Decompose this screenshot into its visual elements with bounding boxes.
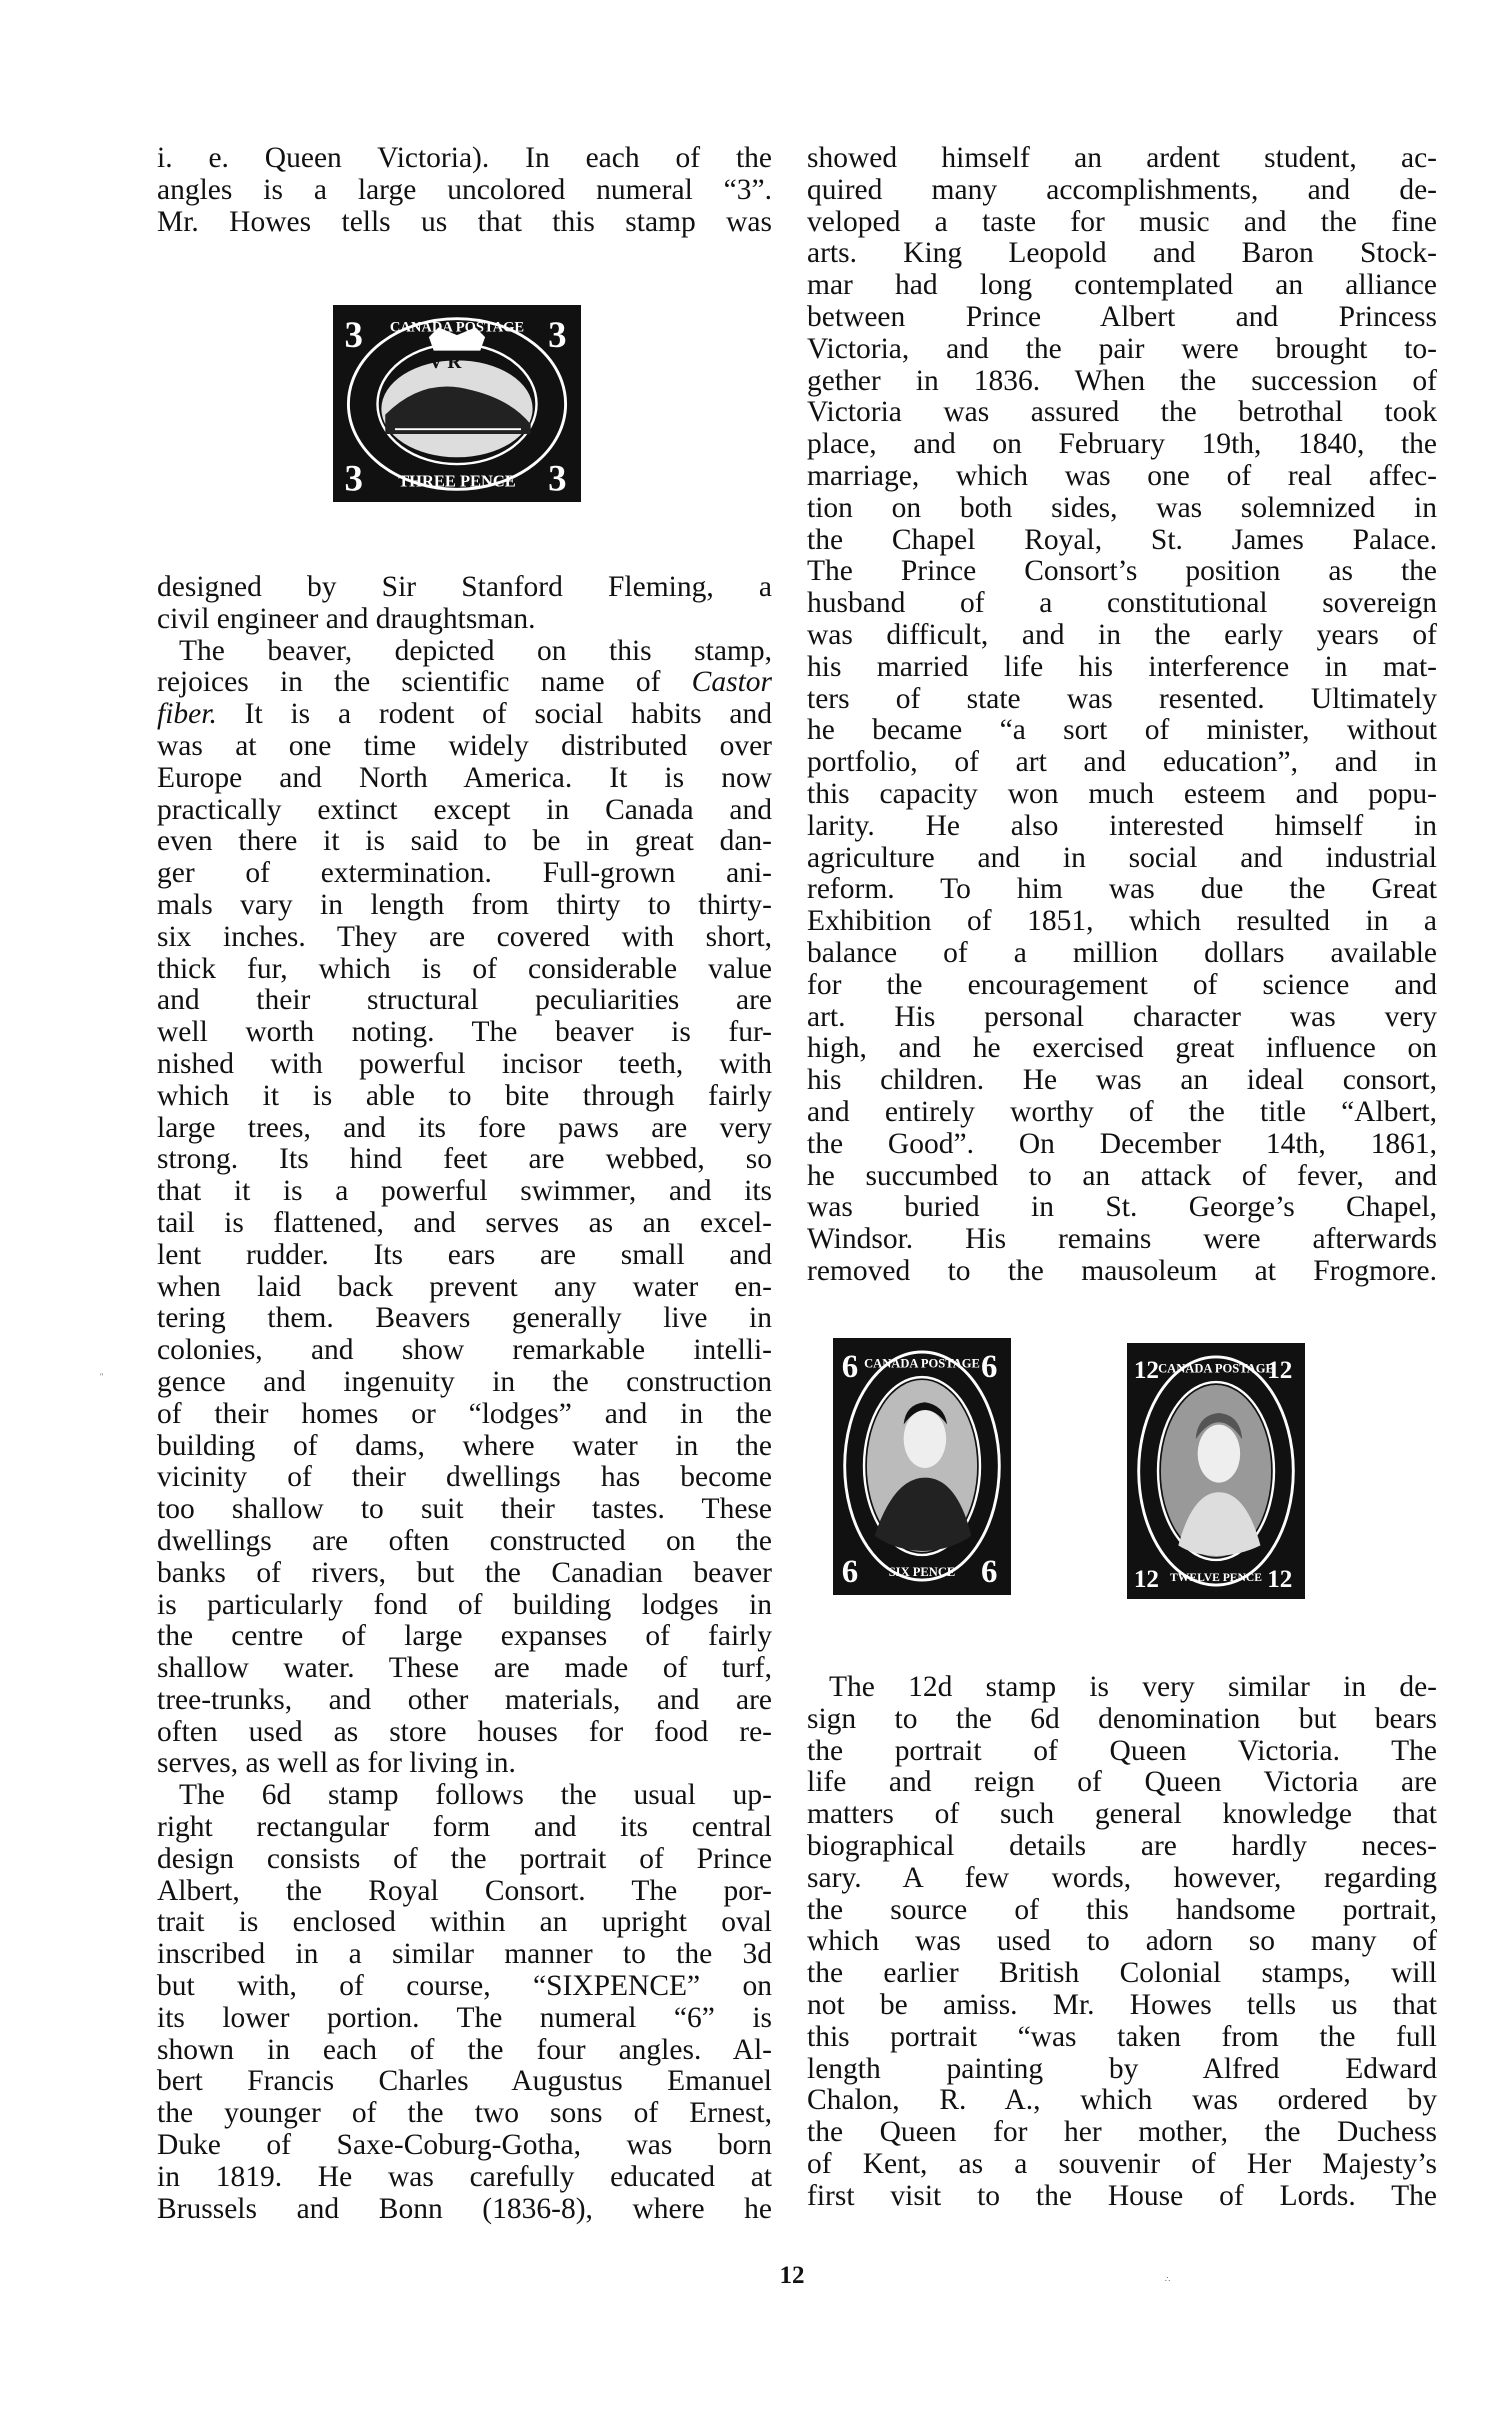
text-line: tion on both sides, was solemnized in — [807, 491, 1437, 524]
text-line: tail is flattened, and serves as an excel- — [157, 1206, 772, 1239]
svg-text:CANADA POSTAGE: CANADA POSTAGE — [864, 1356, 980, 1371]
text-line: Victoria, and the pair were brought to- — [807, 332, 1437, 365]
text-line: this portrait “was taken from the full — [807, 2020, 1437, 2053]
text-line: ger of extermination. Full-grown ani- — [157, 857, 772, 890]
text-line: vicinity of their dwellings has become — [157, 1461, 772, 1494]
text-line: biographical details are hardly neces- — [807, 1829, 1437, 1862]
text-line: mar had long contemplated an alliance — [807, 269, 1437, 302]
prince-albert-stamp-illustration — [836, 1341, 1008, 1592]
text-line: length painting by Alfred Edward — [807, 2052, 1437, 2085]
text-line: high, and he exercised great influence on — [807, 1032, 1437, 1065]
text-line: husband of a constitutional sovereign — [807, 587, 1437, 620]
text-line: shallow water. These are made of turf, — [157, 1652, 772, 1685]
svg-text:12: 12 — [1267, 1565, 1293, 1593]
svg-text:12: 12 — [1267, 1357, 1293, 1385]
svg-text:TWELVE PENCE: TWELVE PENCE — [1170, 1571, 1262, 1585]
text-line: life and reign of Queen Victoria are — [807, 1766, 1437, 1799]
text-line: of their homes or “lodges” and in the — [157, 1397, 772, 1430]
text-line: ters of state was resented. Ultimately — [807, 682, 1437, 715]
text-line: large trees, and its fore paws are very — [157, 1111, 772, 1144]
text-line: lent rudder. Its ears are small and — [157, 1238, 772, 1271]
text-line: of Kent, as a souvenir of Her Majesty’s — [807, 2147, 1437, 2180]
text-line: matters of such general knowledge that — [807, 1798, 1437, 1831]
text-line: Mr. Howes tells us that this stamp was — [157, 205, 772, 238]
text-line: which it is able to bite through fairly — [157, 1079, 772, 1112]
text-line: the portrait of Queen Victoria. The — [807, 1734, 1437, 1767]
text-line: right rectangular form and its central — [157, 1811, 772, 1844]
text-line: well worth noting. The beaver is fur- — [157, 1016, 772, 1049]
svg-text:SIX PENCE: SIX PENCE — [888, 1565, 956, 1580]
text-line: even there it is said to be in great dan- — [157, 825, 772, 858]
text-line: building of dams, where water in the — [157, 1429, 772, 1462]
text-line: The beaver, depicted on this stamp, — [179, 634, 772, 667]
scan-speck: ∴ — [1165, 2275, 1171, 2284]
text-line: fiber. It is a rodent of social habits and — [157, 698, 772, 731]
text-line: that it is a powerful swimmer, and its — [157, 1175, 772, 1208]
text-line: tree-trunks, and other materials, and are — [157, 1683, 772, 1716]
text-line: nished with powerful incisor teeth, with — [157, 1047, 772, 1080]
left-column-body — [157, 572, 772, 2225]
svg-text:CANADA POSTAGE: CANADA POSTAGE — [1158, 1361, 1274, 1376]
text-line: thick fur, which is of considerable value — [157, 952, 772, 985]
text-line: marriage, which was one of real affec- — [807, 459, 1437, 492]
queen-victoria-stamp-illustration — [1130, 1346, 1302, 1596]
beaver-stamp-illustration — [336, 308, 578, 499]
text-line: larity. He also interested himself in — [807, 809, 1437, 842]
text-line: design consists of the portrait of Prince — [157, 1842, 772, 1875]
scan-speck: ″ — [100, 1372, 104, 1381]
text-line: dwellings are often constructed on the — [157, 1524, 772, 1557]
text-line: for the encouragement of science and — [807, 968, 1437, 1001]
text-line: portfolio, of art and education”, and in — [807, 746, 1437, 779]
text-line: the Queen for her mother, the Duchess — [807, 2116, 1437, 2149]
text-line: place, and on February 19th, 1840, the — [807, 428, 1437, 461]
text-line: too shallow to suit their tastes. These — [157, 1493, 772, 1526]
text-line: the Good”. On December 14th, 1861, — [807, 1127, 1437, 1160]
text-line: his children. He was an ideal consort, — [807, 1064, 1437, 1097]
text-line: Duke of Saxe-Coburg-Gotha, was born — [157, 2129, 772, 2162]
text-line: gence and ingenuity in the construction — [157, 1365, 772, 1398]
text-line: inscribed in a similar manner to the 3d — [157, 1938, 772, 1971]
text-line: agriculture and in social and industrial — [807, 841, 1437, 874]
text-line: The 12d stamp is very similar in de- — [829, 1671, 1437, 1703]
text-line: practically extinct except in Canada and — [157, 793, 772, 826]
text-line: rejoices in the scientific name of Castor — [157, 666, 772, 699]
text-line: Albert, the Royal Consort. The por- — [157, 1874, 772, 1907]
text-line: reform. To him was due the Great — [807, 873, 1437, 906]
page-number: 12 — [779, 2262, 805, 2289]
text-line: the younger of the two sons of Ernest, — [157, 2097, 772, 2130]
text-line: the Chapel Royal, St. James Palace. — [807, 523, 1437, 556]
text-line: gether in 1836. When the succession of — [807, 364, 1437, 397]
text-line: he became “a sort of minister, without — [807, 714, 1437, 747]
svg-text:3: 3 — [548, 313, 567, 355]
svg-text:6: 6 — [980, 1553, 998, 1590]
text-line: when laid back prevent any water en- — [157, 1270, 772, 1303]
text-line: art. His personal character was very — [807, 1000, 1437, 1033]
text-line: but with, of course, “SIXPENCE” on — [157, 1970, 772, 2003]
text-line: was difficult, and in the early years of — [807, 618, 1437, 651]
text-line: Victoria was assured the betrothal took — [807, 396, 1437, 429]
svg-text:6: 6 — [980, 1349, 998, 1386]
text-line: sign to the 6d denomination but bears — [807, 1702, 1437, 1735]
text-line: sary. A few words, however, regarding — [807, 1861, 1437, 1894]
text-line: banks of rivers, but the Canadian beaver — [157, 1556, 772, 1589]
text-line: showed himself an ardent student, ac- — [807, 142, 1437, 174]
text-line: the source of this handsome portrait, — [807, 1893, 1437, 1926]
stamp-6d-prince-albert — [833, 1338, 1011, 1595]
text-line: is particularly fond of building lodges in — [157, 1588, 772, 1621]
text-line: its lower portion. The numeral “6” is — [157, 2001, 772, 2034]
text-line: which was used to adorn so many of — [807, 1925, 1437, 1958]
text-line: colonies, and show remarkable intelli- — [157, 1334, 772, 1367]
text-line: and entirely worthy of the title “Albert, — [807, 1095, 1437, 1128]
text-line: angles is a large uncolored numeral “3”. — [157, 173, 772, 206]
svg-text:V R: V R — [428, 352, 462, 374]
text-line: mals vary in length from thirty to thirty- — [157, 888, 772, 921]
text-line: was at one time widely distributed over — [157, 729, 772, 762]
text-line: i. e. Queen Victoria). In each of the — [157, 142, 772, 174]
svg-text:3: 3 — [344, 313, 363, 355]
right-column-body — [807, 143, 1437, 1288]
text-line: not be amiss. Mr. Howes tells us that — [807, 1988, 1437, 2021]
text-line: Windsor. His remains were afterwards — [807, 1223, 1437, 1256]
text-line: The 6d stamp follows the usual up- — [179, 1779, 772, 1812]
text-line: Europe and North America. It is now — [157, 761, 772, 794]
text-line: quired many accomplishments, and de- — [807, 173, 1437, 206]
svg-text:6: 6 — [841, 1349, 859, 1386]
italic-term: Castor — [691, 666, 772, 699]
text-line: bert Francis Charles Augustus Emanuel — [157, 2065, 772, 2098]
text-line: six inches. They are covered with short, — [157, 920, 772, 953]
svg-text:3: 3 — [344, 457, 363, 499]
text-line: strong. Its hind feet are webbed, so — [157, 1143, 772, 1176]
svg-text:3: 3 — [548, 457, 567, 499]
text-line: this capacity won much esteem and popu- — [807, 777, 1437, 810]
text-line: the centre of large expanses of fairly — [157, 1620, 772, 1653]
left-column-intro — [157, 143, 772, 238]
text-line: was buried in St. George’s Chapel, — [807, 1191, 1437, 1224]
text-line: The Prince Consort’s position as the — [807, 555, 1437, 588]
text-line: arts. King Leopold and Baron Stock- — [807, 237, 1437, 270]
text-line: Exhibition of 1851, which resulted in a — [807, 905, 1437, 938]
text-line: Brussels and Bonn (1836-8), where he — [157, 2192, 772, 2225]
italic-term: fiber. — [157, 698, 217, 731]
right-column-12d-section — [807, 1672, 1437, 2213]
text-line: and their structural peculiarities are — [157, 984, 772, 1017]
stamp-3d-beaver — [333, 305, 581, 502]
text-line: in 1819. He was carefully educated at — [157, 2160, 772, 2193]
svg-text:CANADA POSTAGE: CANADA POSTAGE — [389, 319, 525, 336]
text-line: first visit to the House of Lords. The — [807, 2179, 1437, 2212]
stamp-12d-queen-victoria — [1127, 1343, 1305, 1599]
text-line: he succumbed to an attack of fever, and — [807, 1159, 1437, 1192]
text-line: the earlier British Colonial stamps, will — [807, 1957, 1437, 1990]
svg-text:12: 12 — [1133, 1565, 1159, 1593]
text-line: his married life his interference in mat- — [807, 650, 1437, 683]
svg-text:THREE PENCE: THREE PENCE — [398, 471, 516, 491]
text-line: between Prince Albert and Princess — [807, 300, 1437, 333]
text-line: balance of a million dollars available — [807, 936, 1437, 969]
text-line: trait is enclosed within an upright oval — [157, 1906, 772, 1939]
text-line: serves, as well as for living in. — [157, 1747, 516, 1780]
text-line: veloped a taste for music and the fine — [807, 205, 1437, 238]
svg-text:12: 12 — [1133, 1357, 1159, 1385]
svg-text:6: 6 — [841, 1553, 859, 1590]
text-line: Chalon, R. A., which was ordered by — [807, 2084, 1437, 2117]
text-line: civil engineer and draughtsman. — [157, 602, 536, 635]
text-line: designed by Sir Stanford Fleming, a — [157, 571, 772, 603]
text-line: shown in each of the four angles. Al- — [157, 2033, 772, 2066]
text-line: often used as store houses for food re- — [157, 1715, 772, 1748]
text-line: tering them. Beavers generally live in — [157, 1302, 772, 1335]
text-line: removed to the mausoleum at Frogmore. — [807, 1254, 1437, 1287]
